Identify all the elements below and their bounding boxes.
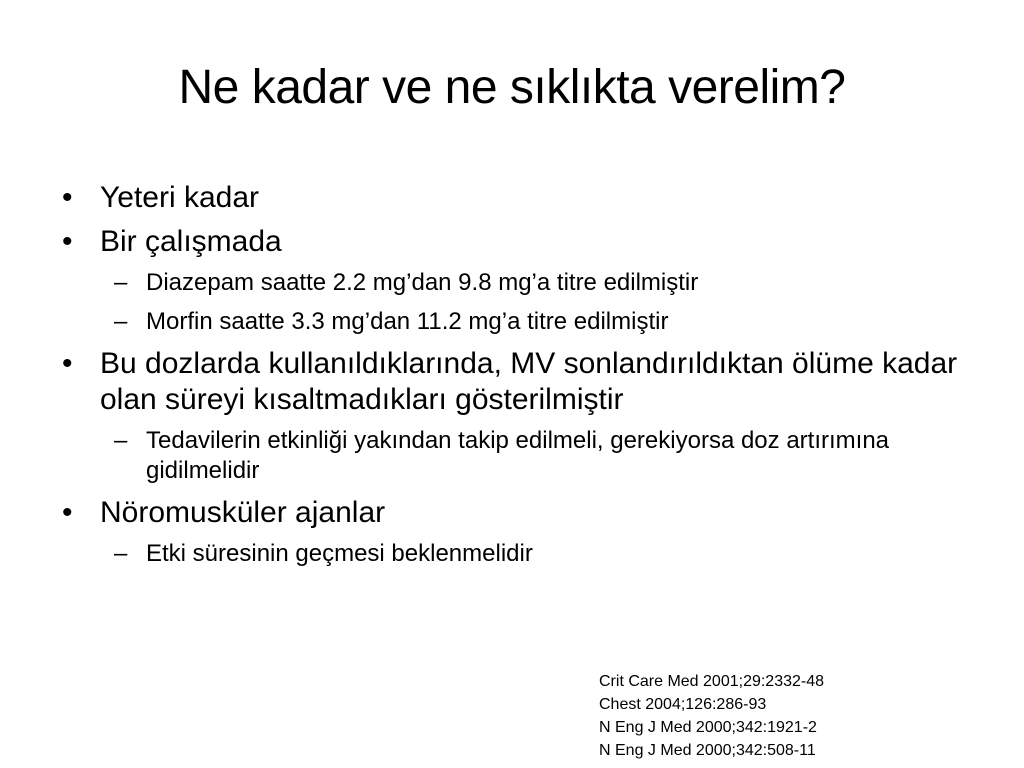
bullet-icon: • xyxy=(62,225,73,258)
dash-icon: – xyxy=(114,540,128,567)
reference-line: N Eng J Med 2000;342:508-11 xyxy=(599,742,816,759)
dash-icon: – xyxy=(114,269,128,296)
sub-bullet-text: Etki süresinin geçmesi beklenmelidir xyxy=(146,540,533,567)
bullet-list xyxy=(58,180,978,578)
bullet-text: Bir çalışmada xyxy=(100,225,282,258)
bullet-item xyxy=(58,346,978,418)
bullet-text: Bu dozlarda kullanıldıklarında, MV sonlandırıldıktan ölüme kadar olan süreyi kısaltmadıkları gösterilmiştir xyxy=(100,347,958,416)
sub-bullet-item xyxy=(58,307,978,337)
dash-icon: – xyxy=(114,308,128,335)
reference-line: N Eng J Med 2000;342:1921-2 xyxy=(599,719,817,736)
references xyxy=(599,670,824,762)
sub-bullet-text: Tedavilerin etkinliği yakından takip edilmeli, gerekiyorsa doz artırımına gidilmelidir xyxy=(146,427,890,484)
bullet-icon: • xyxy=(62,347,73,380)
sub-bullet-item xyxy=(58,539,978,569)
bullet-icon: • xyxy=(62,496,73,529)
bullet-item xyxy=(58,495,978,531)
sub-bullet-text: Morfin saatte 3.3 mg’dan 11.2 mg’a titre edilmiştir xyxy=(146,308,669,335)
dash-icon: – xyxy=(114,427,128,454)
sub-bullet-text: Diazepam saatte 2.2 mg’dan 9.8 mg’a titre edilmiştir xyxy=(146,269,699,296)
bullet-icon: • xyxy=(62,181,73,214)
bullet-item xyxy=(58,180,978,216)
sub-bullet-item xyxy=(58,426,978,486)
sub-bullet-item xyxy=(58,268,978,298)
bullet-text: Yeteri kadar xyxy=(100,181,259,214)
bullet-item xyxy=(58,224,978,260)
reference-line: Crit Care Med 2001;29:2332-48 xyxy=(599,673,825,690)
bullet-text: Nöromusküler ajanlar xyxy=(100,496,386,529)
slide-title: Ne kadar ve ne sıklıkta verelim? xyxy=(178,61,846,114)
reference-line: Chest 2004;126:286-93 xyxy=(599,696,767,713)
